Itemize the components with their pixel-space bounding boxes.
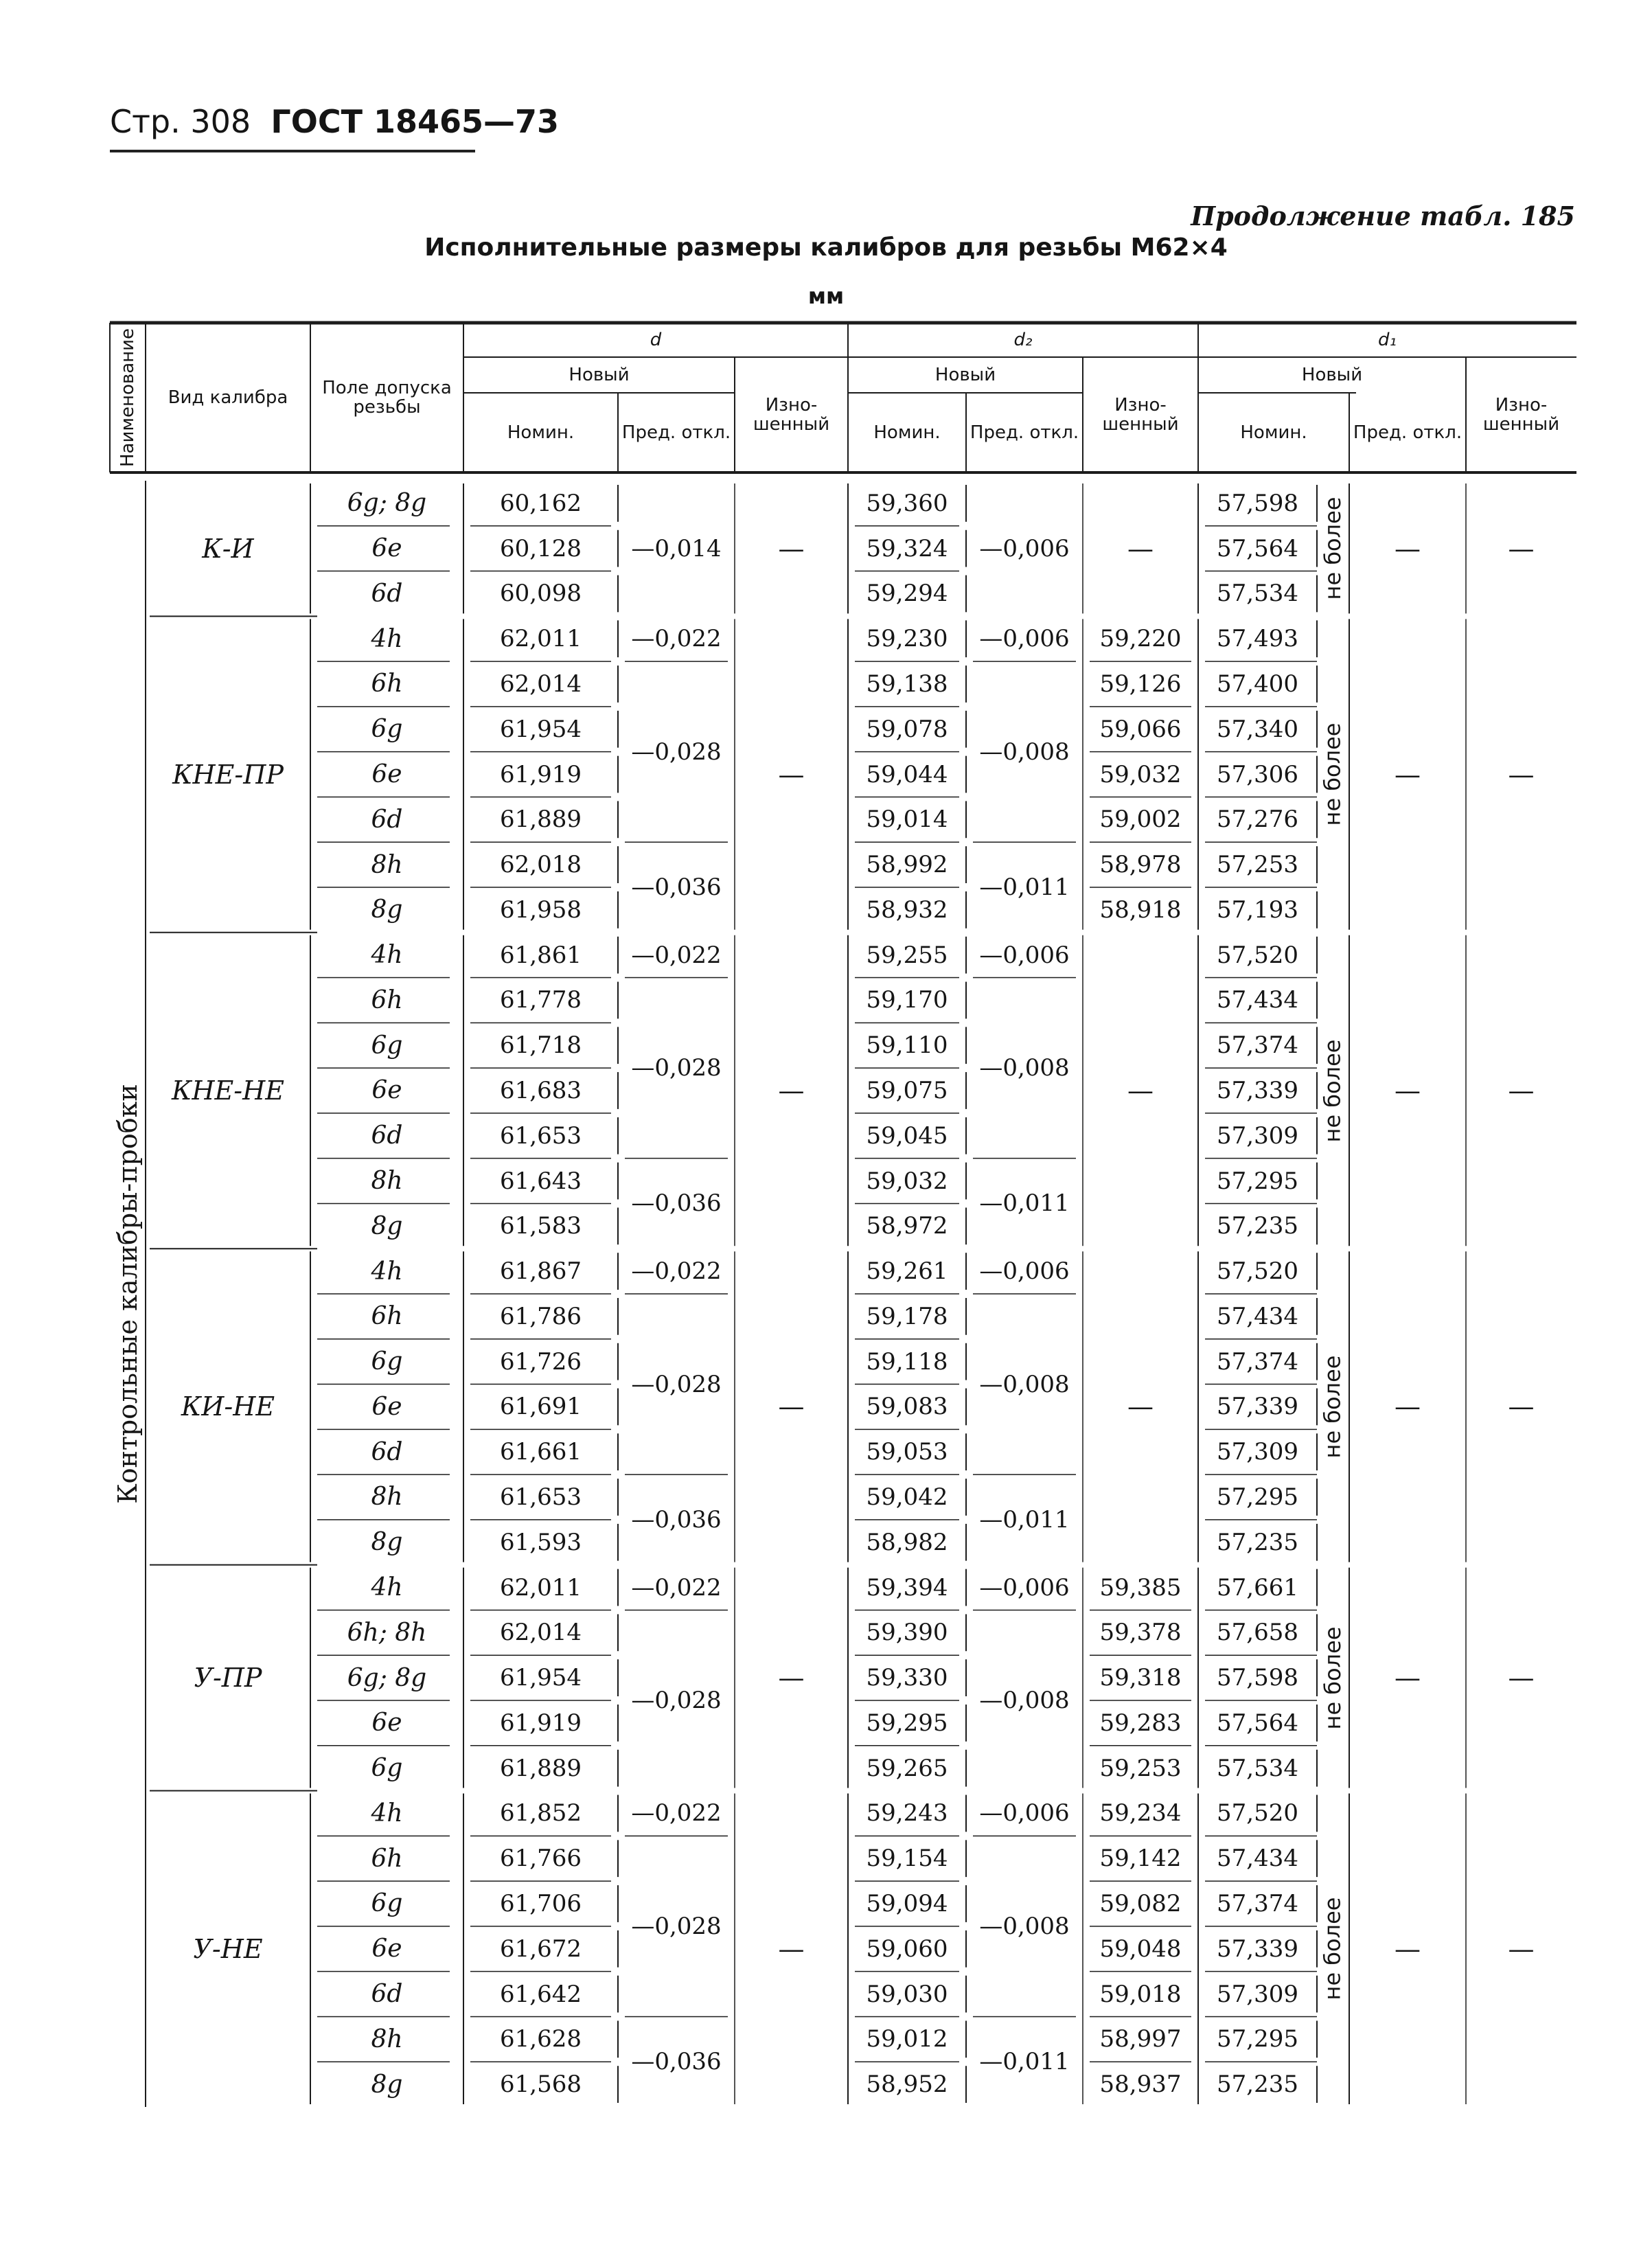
d-nominal: 61,852: [500, 1799, 582, 1827]
d-nominal: 62,014: [500, 670, 582, 698]
d1-nominal: 57,276: [1217, 806, 1298, 834]
tolerance-field: 6e: [371, 534, 402, 563]
d2-worn: 59,066: [1099, 715, 1182, 743]
page-number: Стр. 308: [110, 103, 251, 140]
header-pred-d1: Пред. откл.: [1353, 422, 1462, 443]
d1-nominal: 57,339: [1217, 1935, 1298, 1963]
d2-deviation: —0,008: [979, 1686, 1070, 1714]
d-nominal: 60,128: [500, 534, 582, 562]
d2-worn: 58,918: [1099, 896, 1182, 924]
header-novyi-d: Новый: [569, 364, 630, 385]
d-deviation: —0,028: [631, 1054, 722, 1082]
ne-bolee-note: не более: [1320, 1355, 1346, 1459]
tolerance-field: 8g: [371, 1211, 403, 1240]
d1-nominal: 57,374: [1217, 1032, 1298, 1060]
calibre-kind: У-ПР: [194, 1663, 262, 1694]
d2-worn: 59,018: [1099, 1980, 1182, 2008]
d-worn: —: [778, 1075, 805, 1106]
d1-worn: —: [1508, 1075, 1535, 1106]
d-nominal: 61,778: [500, 986, 582, 1014]
tolerance-field: 4h: [371, 1799, 403, 1827]
tolerance-field: 6h: [371, 1844, 403, 1873]
d2-nominal: 59,110: [866, 1032, 948, 1060]
ne-bolee-note: не более: [1320, 722, 1346, 826]
tolerance-field: 6g: [371, 1031, 403, 1060]
tolerance-field: 8g: [371, 2070, 403, 2099]
d-nominal: 61,867: [500, 1257, 582, 1286]
calibre-kind: КИ-НЕ: [181, 1391, 275, 1422]
d-nominal: 61,786: [500, 1302, 582, 1330]
ne-bolee-note: не более: [1320, 1626, 1346, 1730]
d2-nominal: 59,014: [866, 806, 948, 834]
d2-nominal: 59,138: [866, 670, 948, 698]
d1-nominal: 57,374: [1217, 1889, 1298, 1917]
d1-nominal: 57,309: [1217, 1980, 1298, 2008]
d2-nominal: 59,044: [866, 760, 948, 788]
d1-nominal: 57,564: [1217, 534, 1298, 562]
d-nominal: 61,889: [500, 1754, 582, 1782]
d-deviation: —0,022: [631, 941, 722, 969]
header-naimenovanie: Наименование: [117, 328, 138, 468]
d1-nominal: 57,434: [1217, 1845, 1298, 1873]
d-deviation: —0,014: [631, 534, 722, 562]
d-deviation: —0,036: [631, 2048, 722, 2076]
d2-worn: 59,142: [1099, 1845, 1182, 1873]
header-iznoshennyi-d2: Изно-шенный: [1102, 394, 1179, 435]
d-nominal: 61,958: [500, 896, 582, 924]
d2-worn: 58,978: [1099, 851, 1182, 879]
d2-nominal: 59,230: [866, 625, 948, 653]
d1-nominal: 57,374: [1217, 1347, 1298, 1376]
d2-deviation: —0,006: [979, 1799, 1070, 1827]
d1-nominal: 57,340: [1217, 715, 1298, 743]
d2-worn: 59,032: [1099, 760, 1182, 788]
d-worn: —: [778, 1391, 805, 1422]
d2-worn: —: [1127, 1075, 1154, 1106]
d1-deviation: —: [1395, 1075, 1421, 1106]
header-pole-dopuska: Поле допуска резьбы: [322, 377, 452, 418]
d-deviation: —0,036: [631, 1505, 722, 1534]
d1-nominal: 57,658: [1217, 1619, 1298, 1647]
d-nominal: 61,661: [500, 1438, 582, 1466]
d2-nominal: 59,078: [866, 715, 948, 743]
d2-worn: 59,318: [1099, 1664, 1182, 1692]
d2-deviation: —0,011: [979, 873, 1070, 901]
header-pred-d2: Пред. откл.: [970, 422, 1079, 443]
d2-nominal: 59,265: [866, 1754, 948, 1782]
d2-worn: 59,283: [1099, 1709, 1182, 1737]
calibre-kind: КНЕ-ПР: [172, 759, 284, 790]
tolerance-field: 6g: [371, 715, 403, 744]
d2-nominal: 58,932: [866, 896, 948, 924]
tolerance-field: 4h: [371, 1573, 403, 1602]
tolerance-field: 8g: [371, 896, 403, 924]
d1-worn: —: [1508, 533, 1535, 564]
d2-nominal: 59,255: [866, 941, 948, 969]
d1-nominal: 57,434: [1217, 1302, 1298, 1330]
tolerance-field: 6d: [371, 1121, 403, 1150]
d-deviation: —0,028: [631, 1686, 722, 1714]
d2-worn: 59,002: [1099, 806, 1182, 834]
d2-nominal: 59,295: [866, 1709, 948, 1737]
tolerance-field: 6g: [371, 1347, 403, 1376]
d1-nominal: 57,235: [1217, 1528, 1298, 1556]
d2-nominal: 59,324: [866, 534, 948, 562]
d-nominal: 62,011: [500, 1573, 582, 1602]
d-worn: —: [778, 759, 805, 790]
d1-nominal: 57,520: [1217, 941, 1298, 969]
d2-worn: 59,082: [1099, 1889, 1182, 1917]
d2-nominal: 59,032: [866, 1167, 948, 1195]
d-nominal: 61,593: [500, 1528, 582, 1556]
d-deviation: —0,028: [631, 1912, 722, 1940]
d2-deviation: —0,008: [979, 1912, 1070, 1940]
d-nominal: 61,706: [500, 1889, 582, 1917]
d2-nominal: 59,294: [866, 580, 948, 608]
d1-worn: —: [1508, 1663, 1535, 1694]
d2-nominal: 59,012: [866, 2025, 948, 2053]
d-worn: —: [778, 1663, 805, 1694]
d1-nominal: 57,661: [1217, 1573, 1298, 1602]
d1-nominal: 57,309: [1217, 1121, 1298, 1150]
d-nominal: 62,011: [500, 625, 582, 653]
d-deviation: —0,036: [631, 1189, 722, 1218]
d2-worn: —: [1127, 1391, 1154, 1422]
header-nomin-d2: Номин.: [873, 422, 941, 443]
tolerance-field: 6h: [371, 985, 403, 1014]
d2-nominal: 59,170: [866, 986, 948, 1014]
tolerance-field: 6g: [371, 1754, 403, 1783]
d1-deviation: —: [1395, 1391, 1421, 1422]
d2-worn: —: [1127, 533, 1154, 564]
header-novyi-d2: Новый: [934, 364, 996, 385]
tolerance-field: 6e: [371, 1392, 402, 1421]
d-nominal: 60,098: [500, 580, 582, 608]
ne-bolee-note: не более: [1320, 1039, 1346, 1142]
d-nominal: 62,014: [500, 1619, 582, 1647]
d2-worn: 58,937: [1099, 2071, 1182, 2099]
d-nominal: 61,628: [500, 2025, 582, 2053]
tolerance-field: 4h: [371, 624, 403, 653]
d2-nominal: 59,243: [866, 1799, 948, 1827]
header-iznoshennyi-d: Изно-шенный: [753, 394, 830, 435]
d2-worn: 59,378: [1099, 1619, 1182, 1647]
tolerance-field: 8g: [371, 1528, 403, 1557]
d1-nominal: 57,598: [1217, 489, 1298, 517]
d2-nominal: 59,094: [866, 1889, 948, 1917]
d2-deviation: —0,008: [979, 1370, 1070, 1398]
d2-worn: 58,997: [1099, 2025, 1182, 2053]
d2-nominal: 59,178: [866, 1302, 948, 1330]
d2-deviation: —0,006: [979, 1257, 1070, 1286]
ne-bolee-note: не более: [1320, 497, 1346, 600]
d-nominal: 61,642: [500, 1980, 582, 2008]
tolerance-field: 8h: [371, 2025, 403, 2053]
tolerance-field: 6d: [371, 1437, 403, 1466]
header-vid-kalibra: Вид калибра: [168, 387, 288, 408]
d1-nominal: 57,564: [1217, 1709, 1298, 1737]
d-nominal: 61,568: [500, 2071, 582, 2099]
d-nominal: 60,162: [500, 489, 582, 517]
d1-worn: —: [1508, 759, 1535, 790]
d2-deviation: —0,011: [979, 1189, 1070, 1218]
tolerance-field: 8h: [371, 850, 403, 879]
d1-deviation: —: [1395, 533, 1421, 564]
d2-nominal: 59,261: [866, 1257, 948, 1286]
d2-worn: 59,048: [1099, 1935, 1182, 1963]
d2-nominal: 59,060: [866, 1935, 948, 1963]
header-novyi-d1: Новый: [1301, 364, 1363, 385]
d2-nominal: 59,390: [866, 1619, 948, 1647]
d-nominal: 61,718: [500, 1032, 582, 1060]
table-title: Исполнительные размеры калибров для резьбы М62×4: [424, 233, 1228, 262]
d-nominal: 61,643: [500, 1167, 582, 1195]
d1-nominal: 57,306: [1217, 760, 1298, 788]
header-d1: d₁: [1378, 329, 1397, 350]
d2-nominal: 59,360: [866, 489, 948, 517]
d1-deviation: —: [1395, 1933, 1421, 1964]
d2-worn: 59,385: [1099, 1573, 1182, 1602]
d1-nominal: 57,339: [1217, 1076, 1298, 1104]
d-nominal: 62,018: [500, 851, 582, 879]
tolerance-field: 8h: [371, 1167, 403, 1196]
d-deviation: —0,028: [631, 738, 722, 766]
d-nominal: 61,691: [500, 1393, 582, 1421]
d2-worn: 59,220: [1099, 625, 1182, 653]
d2-deviation: —0,011: [979, 2048, 1070, 2076]
header-pred-d: Пред. откл.: [621, 422, 731, 443]
d-nominal: 61,726: [500, 1347, 582, 1376]
d1-nominal: 57,295: [1217, 1167, 1298, 1195]
d-worn: —: [778, 1933, 805, 1964]
tolerance-field: 6e: [371, 1709, 402, 1737]
ne-bolee-note: не более: [1320, 1897, 1346, 2001]
d2-worn: 59,126: [1099, 670, 1182, 698]
d2-nominal: 59,045: [866, 1121, 948, 1150]
d-deviation: —0,036: [631, 873, 722, 901]
standard-number: ГОСТ 18465—73: [271, 103, 560, 140]
d-deviation: —0,022: [631, 625, 722, 653]
d-deviation: —0,022: [631, 1799, 722, 1827]
d2-nominal: 59,118: [866, 1347, 948, 1376]
d-nominal: 61,919: [500, 760, 582, 788]
d1-nominal: 57,235: [1217, 1212, 1298, 1240]
d2-nominal: 58,992: [866, 851, 948, 879]
d-nominal: 61,653: [500, 1121, 582, 1150]
tolerance-field: 8h: [371, 1483, 403, 1512]
d1-nominal: 57,493: [1217, 625, 1298, 653]
d2-deviation: —0,011: [979, 1505, 1070, 1534]
d-nominal: 61,653: [500, 1483, 582, 1511]
d2-nominal: 59,154: [866, 1845, 948, 1873]
d2-nominal: 58,952: [866, 2071, 948, 2099]
tolerance-field: 6g; 8g: [347, 1663, 427, 1692]
header-d2: d₂: [1013, 329, 1033, 350]
d2-deviation: —0,006: [979, 534, 1070, 562]
tolerance-field: 6d: [371, 1980, 403, 2009]
header-nomin-d: Номин.: [507, 422, 575, 443]
header-nomin-d1: Номин.: [1240, 422, 1307, 443]
tolerance-field: 6e: [371, 1935, 402, 1963]
d1-nominal: 57,295: [1217, 1483, 1298, 1511]
d1-nominal: 57,434: [1217, 986, 1298, 1014]
d1-nominal: 57,400: [1217, 670, 1298, 698]
d1-nominal: 57,534: [1217, 1754, 1298, 1782]
d-worn: —: [778, 533, 805, 564]
d-nominal: 61,672: [500, 1935, 582, 1963]
tolerance-field: 6e: [371, 1076, 402, 1105]
tolerance-field: 6g; 8g: [347, 489, 427, 518]
d1-nominal: 57,235: [1217, 2071, 1298, 2099]
side-label: Контрольные калибры-пробки: [113, 1084, 143, 1504]
d2-worn: 59,253: [1099, 1754, 1182, 1782]
d2-deviation: —0,006: [979, 1573, 1070, 1602]
d-nominal: 61,954: [500, 1664, 582, 1692]
d1-nominal: 57,598: [1217, 1664, 1298, 1692]
header-iznoshennyi-d1: Изно-шенный: [1482, 394, 1560, 435]
d2-worn: 59,234: [1099, 1799, 1182, 1827]
tolerance-field: 4h: [371, 1257, 403, 1286]
tolerance-field: 6d: [371, 579, 403, 608]
d-nominal: 61,583: [500, 1212, 582, 1240]
d-nominal: 61,889: [500, 806, 582, 834]
d2-nominal: 58,972: [866, 1212, 948, 1240]
d-nominal: 61,919: [500, 1709, 582, 1737]
d1-nominal: 57,309: [1217, 1438, 1298, 1466]
continuation-label: Продолжение табл. 185: [1191, 201, 1575, 231]
calibre-kind: У-НЕ: [193, 1933, 263, 1964]
d1-nominal: 57,339: [1217, 1393, 1298, 1421]
d1-nominal: 57,520: [1217, 1799, 1298, 1827]
d-deviation: —0,022: [631, 1573, 722, 1602]
d-nominal: 61,861: [500, 941, 582, 969]
tolerance-field: 6e: [371, 760, 402, 789]
d2-nominal: 59,042: [866, 1483, 948, 1511]
d1-worn: —: [1508, 1391, 1535, 1422]
d1-nominal: 57,253: [1217, 851, 1298, 879]
d1-worn: —: [1508, 1933, 1535, 1964]
tolerance-field: 4h: [371, 941, 403, 970]
d2-nominal: 58,982: [866, 1528, 948, 1556]
tolerance-field: 6g: [371, 1889, 403, 1918]
unit-label: мм: [807, 283, 845, 309]
d1-nominal: 57,534: [1217, 580, 1298, 608]
d2-deviation: —0,006: [979, 941, 1070, 969]
d1-nominal: 57,295: [1217, 2025, 1298, 2053]
d2-nominal: 59,030: [866, 1980, 948, 2008]
d-deviation: —0,028: [631, 1370, 722, 1398]
tolerance-field: 6h; 8h: [347, 1618, 427, 1647]
d2-deviation: —0,008: [979, 1054, 1070, 1082]
tolerance-field: 6d: [371, 805, 403, 834]
d1-nominal: 57,520: [1217, 1257, 1298, 1286]
calibre-kind: К-И: [202, 533, 254, 564]
d-nominal: 61,766: [500, 1845, 582, 1873]
tolerance-field: 6h: [371, 1302, 403, 1331]
d1-nominal: 57,193: [1217, 896, 1298, 924]
d-nominal: 61,954: [500, 715, 582, 743]
d2-nominal: 59,330: [866, 1664, 948, 1692]
d-nominal: 61,683: [500, 1076, 582, 1104]
d2-nominal: 59,083: [866, 1393, 948, 1421]
d2-deviation: —0,006: [979, 625, 1070, 653]
calibre-kind: КНЕ-НЕ: [171, 1075, 284, 1106]
d2-nominal: 59,394: [866, 1573, 948, 1602]
d1-deviation: —: [1395, 1663, 1421, 1694]
d2-nominal: 59,053: [866, 1438, 948, 1466]
d2-deviation: —0,008: [979, 738, 1070, 766]
d2-nominal: 59,075: [866, 1076, 948, 1104]
header-d: d: [650, 329, 662, 350]
d1-deviation: —: [1395, 759, 1421, 790]
d-deviation: —0,022: [631, 1257, 722, 1286]
tolerance-field: 6h: [371, 670, 403, 698]
